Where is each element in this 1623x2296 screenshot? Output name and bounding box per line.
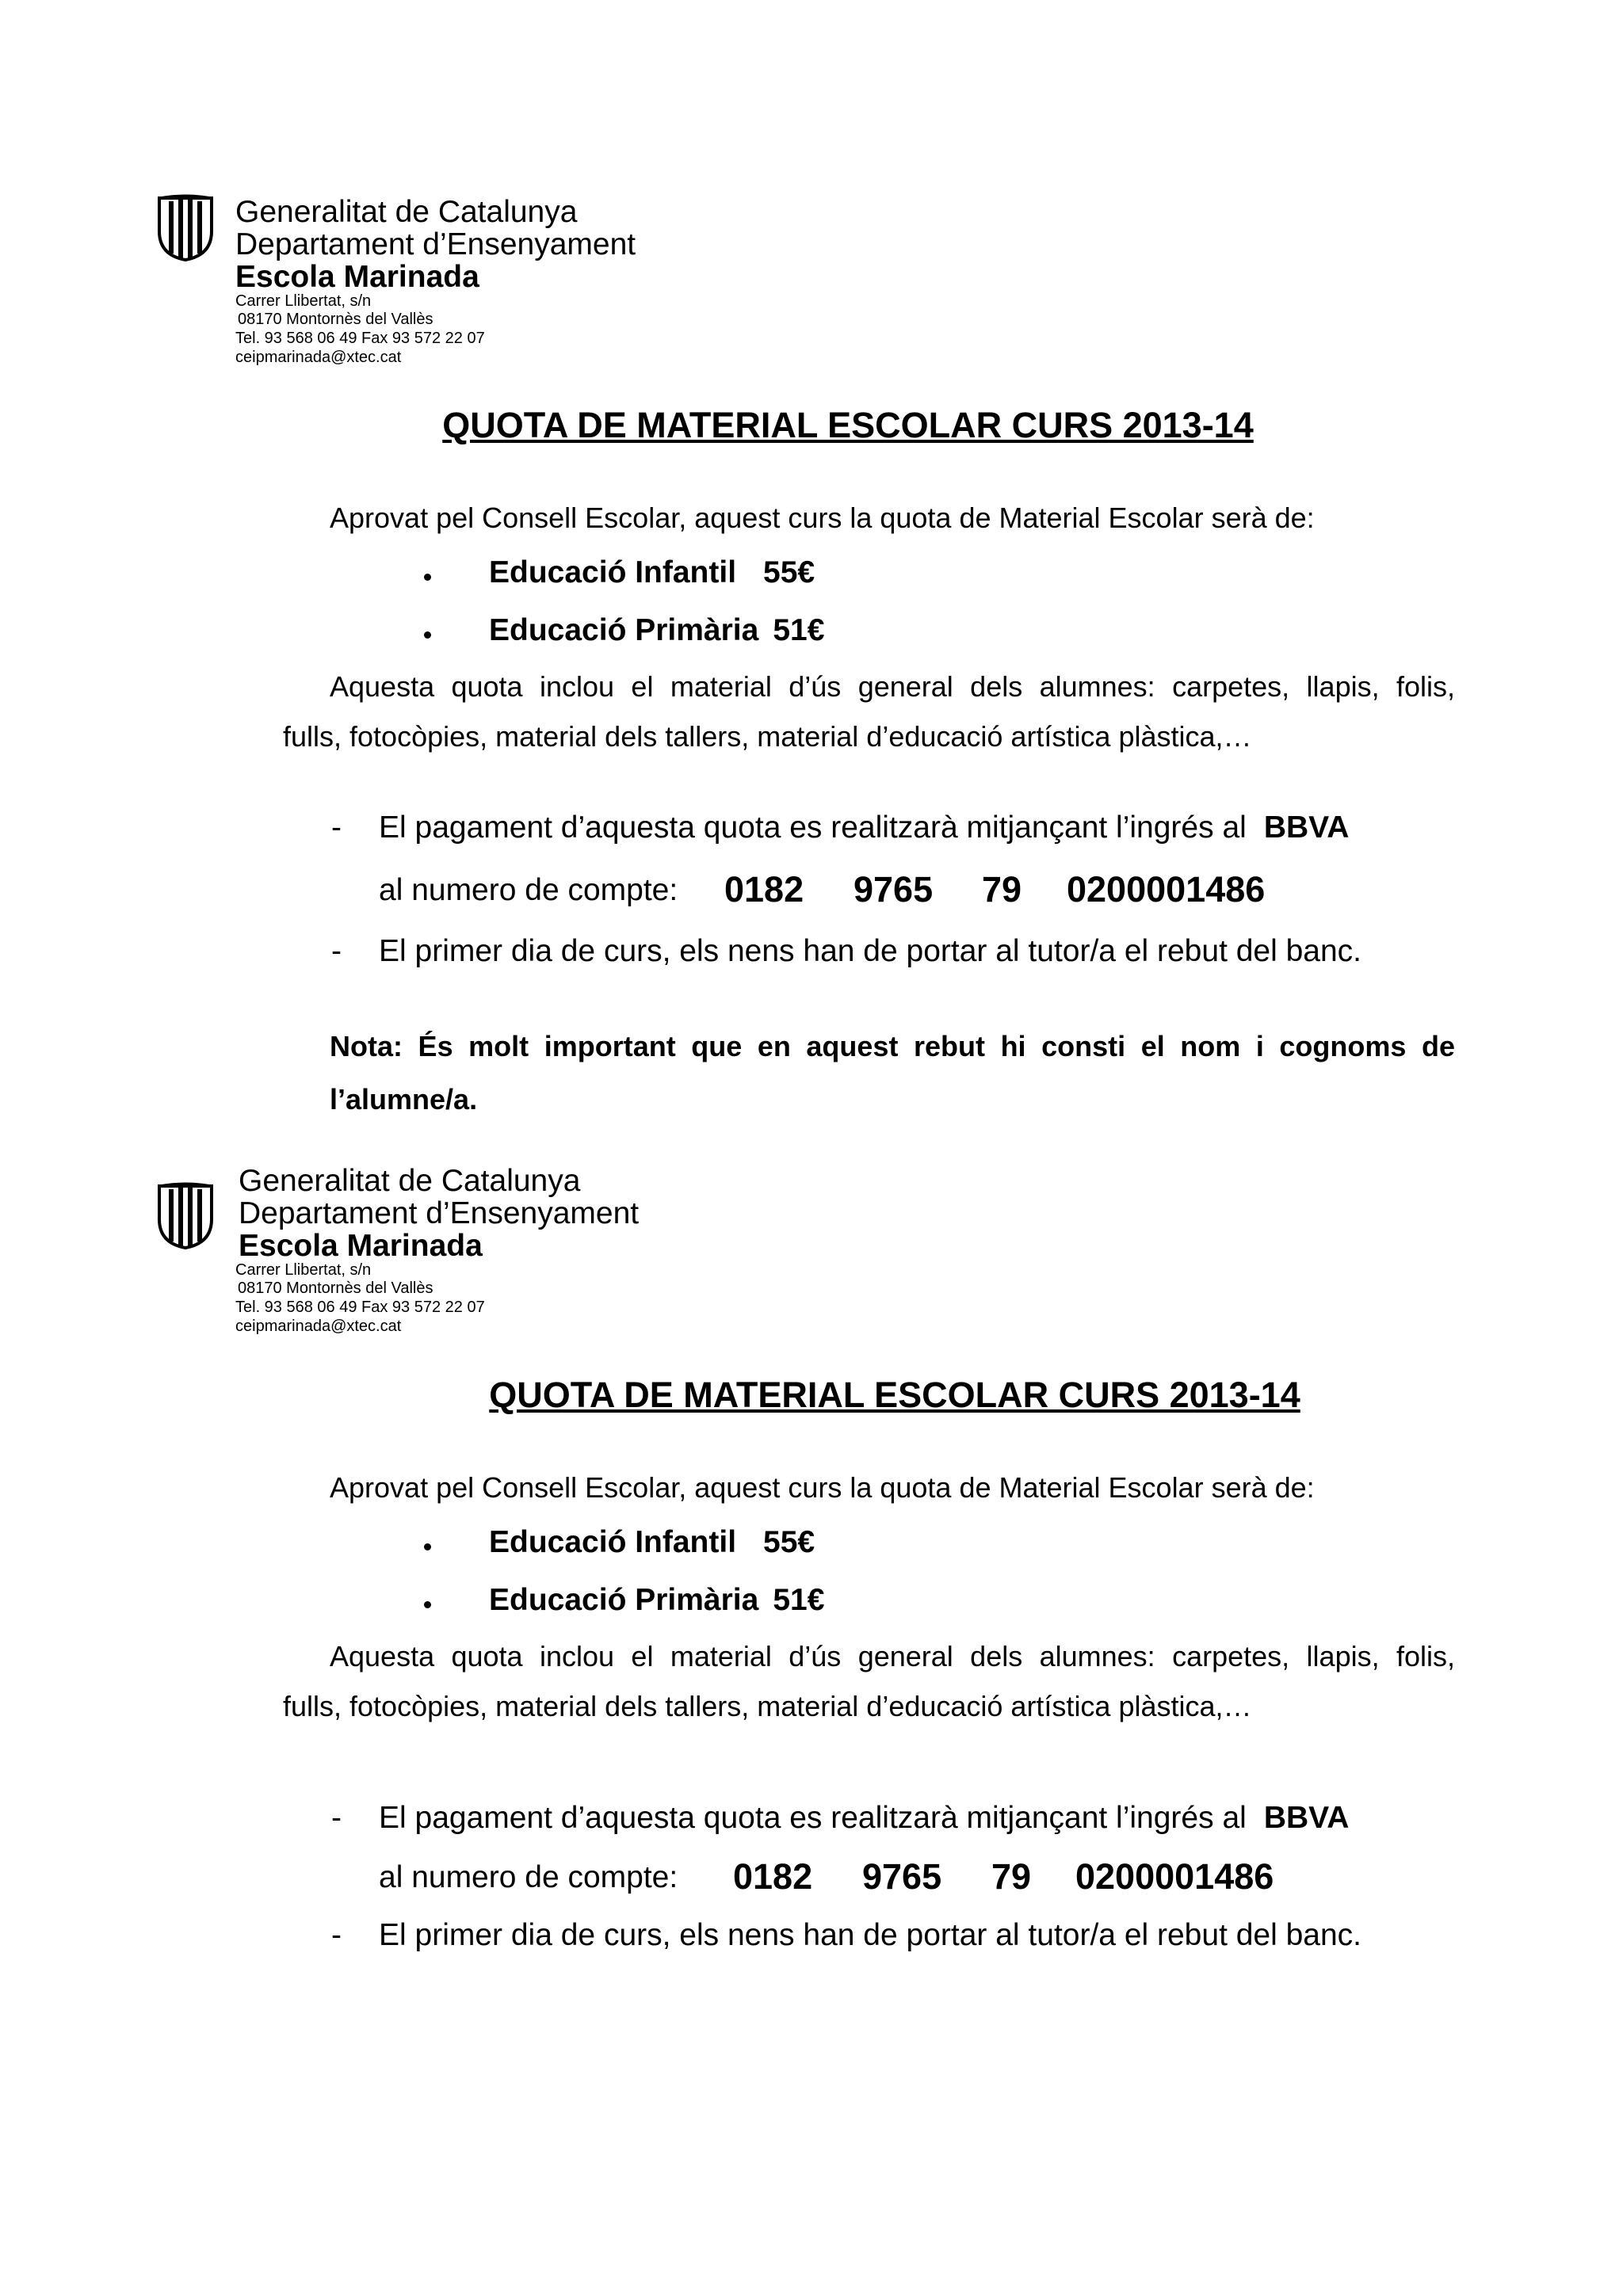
- bullet-icon: [424, 631, 431, 639]
- bullet-icon: [424, 574, 431, 581]
- payment-sentence: El pagament d’aquesta quota es realitzarà mitjançant l’ingrés al: [379, 810, 1247, 845]
- fee-infantil: [489, 557, 815, 588]
- account-label: al numero de compte:: [379, 1860, 678, 1894]
- dash-bullet: -: [331, 1918, 342, 1952]
- account-label: al numero de compte:: [379, 873, 678, 907]
- fee-label: Educació Infantil: [489, 1525, 737, 1559]
- bank-name: BBVA: [1263, 1801, 1350, 1835]
- account-part-4: 0200001486: [1067, 869, 1266, 910]
- dash-bullet: -: [331, 934, 342, 968]
- header-department: Departament d’Ensenyament: [235, 227, 636, 261]
- header-department: Departament d’Ensenyament: [239, 1196, 640, 1230]
- fee-infantil: [489, 1527, 815, 1558]
- notice-block-1: [0, 0, 1623, 1116]
- account-part-3: 79: [982, 869, 1022, 910]
- fee-amount: 51€: [773, 1583, 825, 1617]
- dash-bullet: -: [331, 1801, 342, 1835]
- dash-bullet: -: [331, 810, 342, 845]
- account-part-3: 79: [991, 1856, 1032, 1897]
- note-line-2: l’alumne/a.: [330, 1083, 478, 1116]
- header-school: Escola Marinada: [239, 1229, 483, 1263]
- header-city: 08170 Montornès del Vallès: [238, 1280, 433, 1297]
- payment-text: [379, 1802, 1349, 1833]
- includes-line-2: fulls, fotocòpies, material dels tallers, material d’educació artística plàstica,…: [283, 1690, 1252, 1722]
- fee-label: Educació Primària: [489, 1583, 759, 1617]
- bullet-icon: [424, 1543, 431, 1550]
- page-title: QUOTA DE MATERIAL ESCOLAR CURS 2013-14: [442, 405, 1254, 445]
- header-school: Escola Marinada: [235, 260, 479, 294]
- payment-sentence: El pagament d’aquesta quota es realitzarà mitjançant l’ingrés al: [379, 1801, 1247, 1835]
- fee-primaria: [489, 1585, 824, 1615]
- includes-line-1: Aquesta quota inclou el material d’ús general dels alumnes: carpetes, llapis, folis,: [330, 1640, 1455, 1672]
- fee-label: Educació Primària: [489, 613, 759, 647]
- includes-line-2: fulls, fotocòpies, material dels tallers, material d’educació artística plàstica,…: [283, 720, 1252, 753]
- account-part-1: 0182: [733, 1856, 813, 1897]
- includes-line-1: Aquesta quota inclou el material d’ús general dels alumnes: carpetes, llapis, folis,: [330, 670, 1455, 703]
- header-city: 08170 Montornès del Vallès: [238, 311, 433, 328]
- first-day-text: El primer dia de curs, els nens han de portar al tutor/a el rebut del banc.: [379, 1918, 1362, 1952]
- fee-label: Educació Infantil: [489, 555, 737, 589]
- fee-amount: 55€: [763, 555, 815, 589]
- fee-amount: 55€: [763, 1525, 815, 1559]
- header-email: ceipmarinada@xtec.cat: [235, 349, 402, 366]
- header-phone-fax: Tel. 93 568 06 49 Fax 93 572 22 07: [235, 1299, 485, 1316]
- account-part-4: 0200001486: [1075, 1856, 1274, 1897]
- header-phone-fax: Tel. 93 568 06 49 Fax 93 572 22 07: [235, 330, 485, 347]
- header-address: Carrer Llibertat, s/n: [235, 292, 372, 310]
- first-day-text: El primer dia de curs, els nens han de portar al tutor/a el rebut del banc.: [379, 934, 1362, 968]
- header-address: Carrer Llibertat, s/n: [235, 1261, 372, 1279]
- fee-amount: 51€: [773, 613, 825, 647]
- payment-text: [379, 812, 1349, 843]
- fee-primaria: [489, 615, 824, 646]
- header-government: Generalitat de Catalunya: [235, 195, 578, 229]
- header-government: Generalitat de Catalunya: [239, 1164, 581, 1198]
- intro-text: Aprovat pel Consell Escolar, aquest curs la quota de Material Escolar serà de:: [330, 1471, 1315, 1504]
- account-part-1: 0182: [724, 869, 804, 910]
- intro-text: Aprovat pel Consell Escolar, aquest curs la quota de Material Escolar serà de:: [330, 502, 1315, 534]
- catalan-coat-of-arms-icon: [156, 1181, 215, 1249]
- account-part-2: 9765: [862, 1856, 942, 1897]
- account-part-2: 9765: [854, 869, 934, 910]
- notice-block-2: [0, 971, 1623, 1961]
- bank-name: BBVA: [1263, 810, 1350, 845]
- note-line-1: Nota: És molt important que en aquest rebut hi consti el nom i cognoms de: [330, 1030, 1455, 1062]
- catalan-coat-of-arms-icon: [156, 193, 215, 261]
- page-title: QUOTA DE MATERIAL ESCOLAR CURS 2013-14: [489, 1375, 1300, 1415]
- header-email: ceipmarinada@xtec.cat: [235, 1318, 402, 1335]
- bullet-icon: [424, 1601, 431, 1608]
